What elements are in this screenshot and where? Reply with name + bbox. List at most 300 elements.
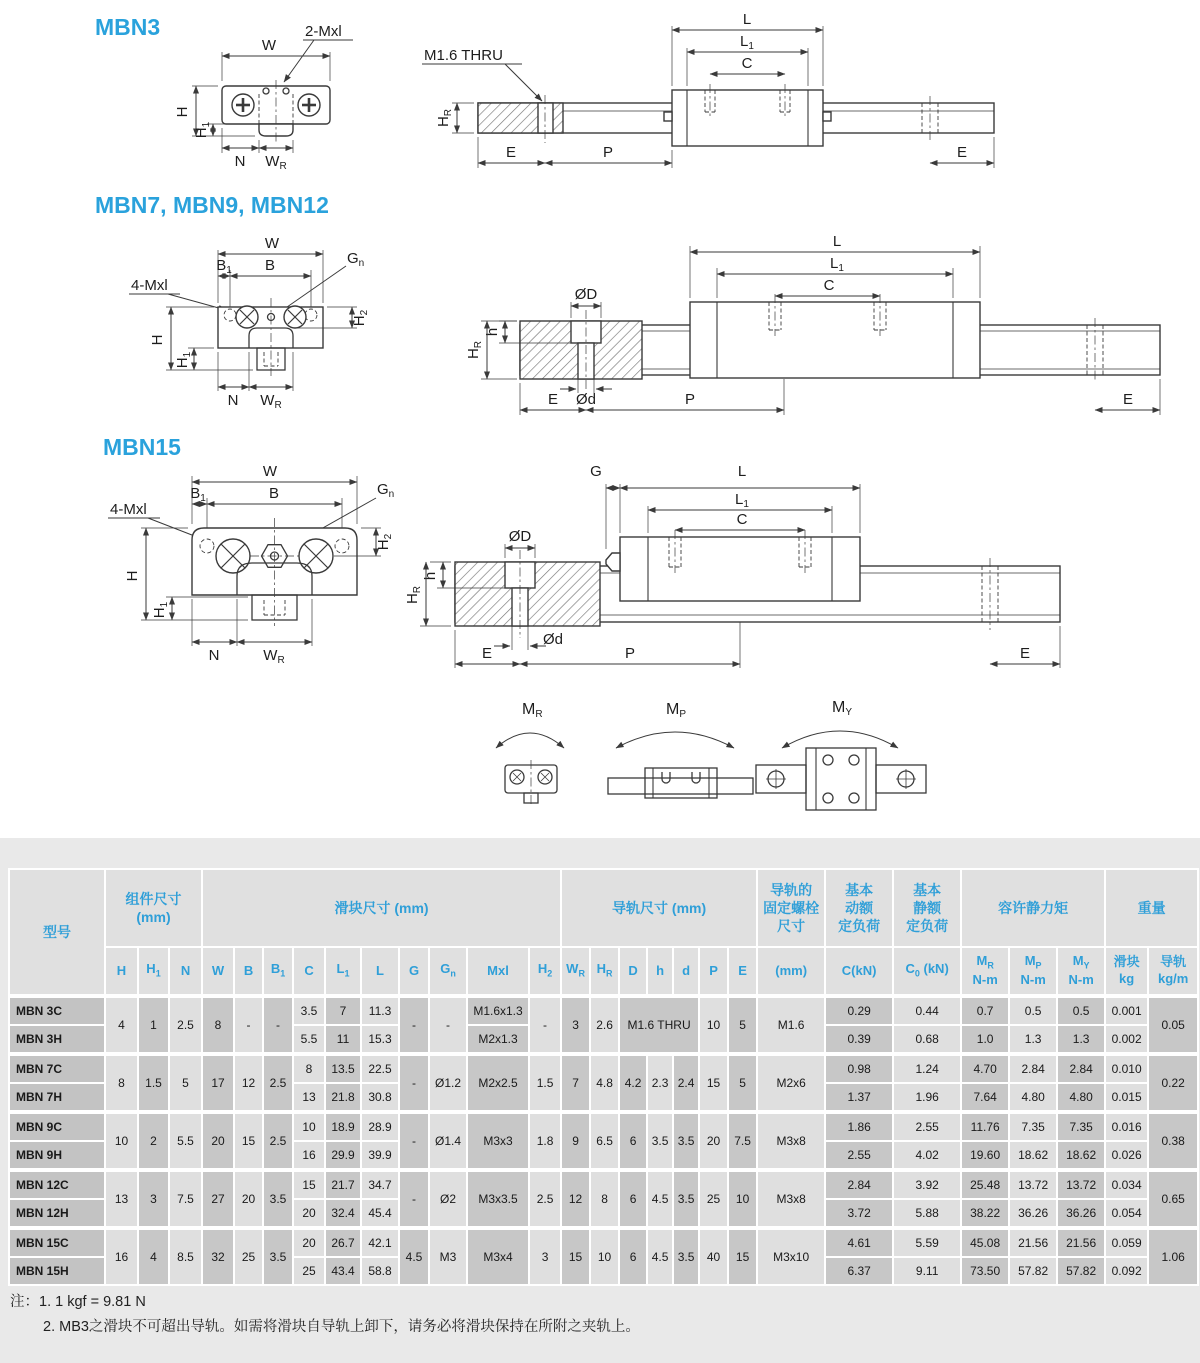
table-row — [9, 1054, 1198, 1083]
mbn15-cross-section-drawing — [108, 463, 394, 666]
td-H1: 2 — [138, 1112, 169, 1170]
td-kg: 0.016 — [1105, 1112, 1148, 1141]
td-H2: 3 — [529, 1228, 561, 1285]
subheader-D: D — [619, 947, 647, 996]
td-model: MBN 9C — [9, 1112, 105, 1141]
section-title-mbn3: MBN3 — [95, 14, 161, 40]
td-kgR: 0.22 — [1148, 1054, 1198, 1112]
td-Gn: - — [429, 996, 467, 1054]
td-kg: 0.054 — [1105, 1199, 1148, 1228]
dim-label-h: H — [149, 334, 166, 346]
td-kgR: 1.06 — [1148, 1228, 1198, 1285]
td-kg: 0.059 — [1105, 1228, 1148, 1257]
td-C0: 9.11 — [893, 1257, 961, 1285]
dim-label-c: C — [736, 511, 748, 528]
td-G: - — [399, 1170, 429, 1228]
td-H: 8 — [105, 1054, 138, 1112]
td-L1: 18.9 — [325, 1112, 361, 1141]
td-P: 10 — [699, 996, 728, 1054]
td-model: MBN 7C — [9, 1054, 105, 1083]
td-d: 3.5 — [673, 1228, 699, 1285]
header-model: 型号 — [9, 869, 105, 996]
dim-label-p: P — [684, 391, 696, 408]
table-row — [9, 1170, 1198, 1199]
td-Gn: Ø1.4 — [429, 1112, 467, 1170]
dim-label-h1: $H_1$ — [193, 121, 212, 139]
td-MY: 0.5 — [1057, 996, 1105, 1025]
td-h: 4.5 — [647, 1228, 673, 1285]
subheader-WR: $W_R$ — [561, 947, 590, 996]
td-L1: 29.9 — [325, 1141, 361, 1170]
td-MY: 13.72 — [1057, 1170, 1105, 1199]
td-Gn: Ø1.2 — [429, 1054, 467, 1112]
td-H1: 4 — [138, 1228, 169, 1285]
td-C: 10 — [293, 1112, 325, 1141]
td-C: 20 — [293, 1199, 325, 1228]
td-L1: 7 — [325, 996, 361, 1025]
mbn7-side-view-drawing — [465, 233, 1160, 415]
td-C0: 1.96 — [893, 1083, 961, 1112]
td-L1: 21.7 — [325, 1170, 361, 1199]
subheader-bolt-mm: (mm) — [757, 947, 825, 996]
td-C: 20 — [293, 1228, 325, 1257]
td-Mxl: M1.6x1.3 — [467, 996, 529, 1025]
dim-label-h: H — [174, 106, 191, 118]
td-H1: 1 — [138, 996, 169, 1054]
td-C: 15 — [293, 1170, 325, 1199]
td-C0: 0.68 — [893, 1025, 961, 1054]
td-L: 58.8 — [361, 1257, 399, 1285]
td-MP: 21.56 — [1009, 1228, 1057, 1257]
dim-label-4mxl: 4-Mxl — [110, 501, 147, 518]
td-P: 40 — [699, 1228, 728, 1285]
td-kgR: 0.65 — [1148, 1170, 1198, 1228]
td-MR: 4.70 — [961, 1054, 1009, 1083]
td-model: MBN 12C — [9, 1170, 105, 1199]
subheader-Mxl: Mxl — [467, 947, 529, 996]
td-HR: 4.8 — [590, 1054, 619, 1112]
dim-label-l1: $L_1$ — [735, 491, 749, 510]
td-CkN: 6.37 — [825, 1257, 893, 1285]
td-HR: 8 — [590, 1170, 619, 1228]
td-N: 5 — [169, 1054, 202, 1112]
mbn15-side-view-drawing — [404, 463, 1060, 668]
td-N: 7.5 — [169, 1170, 202, 1228]
td-B: 12 — [234, 1054, 263, 1112]
td-C0: 0.44 — [893, 996, 961, 1025]
td-MP: 7.35 — [1009, 1112, 1057, 1141]
header-bolt: 导轨的 固定螺栓 尺寸 — [757, 869, 825, 947]
td-L1: 32.4 — [325, 1199, 361, 1228]
dim-label-h: H — [124, 570, 141, 582]
td-MR: 45.08 — [961, 1228, 1009, 1257]
td-model: MBN 15C — [9, 1228, 105, 1257]
td-G: 4.5 — [399, 1228, 429, 1285]
td-h: 2.3 — [647, 1054, 673, 1112]
td-C: 8 — [293, 1054, 325, 1083]
td-B1: 3.5 — [263, 1170, 293, 1228]
td-W: 32 — [202, 1228, 234, 1285]
td-C: 25 — [293, 1257, 325, 1285]
subheader-L1: $L_1$ — [325, 947, 361, 996]
footnote-2: 2. MB3之滑块不可超出导轨。如需将滑块自导轨上卸下，请务必将滑块保持在所附之夹轨上。 — [43, 1318, 640, 1335]
td-CkN: 1.37 — [825, 1083, 893, 1112]
td-MY: 57.82 — [1057, 1257, 1105, 1285]
dim-label-m16thru: M1.6 THRU — [424, 47, 503, 64]
td-Mxl: M3x3.5 — [467, 1170, 529, 1228]
dim-label-e2: E — [1122, 391, 1134, 408]
subheader-B: B — [234, 947, 263, 996]
td-MP: 57.82 — [1009, 1257, 1057, 1285]
moment-label-mp: MP — [666, 701, 686, 720]
td-WR: 7 — [561, 1054, 590, 1112]
td-MR: 11.76 — [961, 1112, 1009, 1141]
td-H2: 2.5 — [529, 1170, 561, 1228]
header-block-dims: 滑块尺寸 (mm) — [202, 869, 561, 947]
td-model: MBN 3C — [9, 996, 105, 1025]
moment-label-my: MY — [832, 699, 852, 718]
td-kg: 0.015 — [1105, 1083, 1148, 1112]
td-model: MBN 9H — [9, 1141, 105, 1170]
dim-label-b1: $B_1$ — [216, 257, 232, 276]
td-H: 16 — [105, 1228, 138, 1285]
td-C0: 2.55 — [893, 1112, 961, 1141]
td-h: 4.5 — [647, 1170, 673, 1228]
td-WR: 9 — [561, 1112, 590, 1170]
table-row — [9, 1228, 1198, 1257]
table-row — [9, 1112, 1198, 1141]
subheader-B1: $B_1$ — [263, 947, 293, 996]
td-CkN: 2.84 — [825, 1170, 893, 1199]
td-E: 5 — [728, 1054, 757, 1112]
td-MY: 2.84 — [1057, 1054, 1105, 1083]
dim-label-l: L — [832, 233, 842, 250]
dim-label-n: N — [234, 153, 246, 170]
td-HR: 10 — [590, 1228, 619, 1285]
dim-label-g: G — [590, 463, 602, 480]
dim-label-e2: E — [1019, 645, 1031, 662]
td-MP: 18.62 — [1009, 1141, 1057, 1170]
td-C0: 1.24 — [893, 1054, 961, 1083]
td-B1: 2.5 — [263, 1112, 293, 1170]
spec-table — [8, 868, 1199, 1286]
td-WR: 3 — [561, 996, 590, 1054]
section-title-mbn7-9-12: MBN7, MBN9, MBN12 — [95, 192, 329, 218]
header-rail-dims: 导轨尺寸 (mm) — [561, 869, 757, 947]
td-L: 45.4 — [361, 1199, 399, 1228]
td-MY: 4.80 — [1057, 1083, 1105, 1112]
td-Mxl: M2x2.5 — [467, 1054, 529, 1112]
dim-label-w: W — [262, 463, 278, 480]
td-MP: 2.84 — [1009, 1054, 1057, 1083]
td-CkN: 2.55 — [825, 1141, 893, 1170]
td-G: - — [399, 996, 429, 1054]
dim-label-e: E — [481, 645, 493, 662]
header-assembly-dims: 组件尺寸 (mm) — [105, 869, 202, 947]
td-model: MBN 3H — [9, 1025, 105, 1054]
td-C0: 5.59 — [893, 1228, 961, 1257]
subheader-MY: $M_Y$ N-m — [1057, 947, 1105, 996]
td-E: 10 — [728, 1170, 757, 1228]
td-Dhd: M1.6 THRU — [619, 996, 699, 1054]
spec-table-zone — [0, 838, 1200, 1363]
table-row — [9, 996, 1198, 1025]
td-MY: 7.35 — [1057, 1112, 1105, 1141]
td-Gn: Ø2 — [429, 1170, 467, 1228]
subheader-H: H — [105, 947, 138, 996]
td-L: 39.9 — [361, 1141, 399, 1170]
td-model: MBN 15H — [9, 1257, 105, 1285]
td-CkN: 3.72 — [825, 1199, 893, 1228]
td-CkN: 0.98 — [825, 1054, 893, 1083]
header-static-moment: 容许静力矩 — [961, 869, 1105, 947]
td-C: 5.5 — [293, 1025, 325, 1054]
td-MR: 19.60 — [961, 1141, 1009, 1170]
dim-label-e: E — [547, 391, 559, 408]
header-dynamic-load: 基本 动额 定负荷 — [825, 869, 893, 947]
td-d: 3.5 — [673, 1112, 699, 1170]
td-E: 15 — [728, 1228, 757, 1285]
td-bolt: M3x8 — [757, 1170, 825, 1228]
td-L1: 21.8 — [325, 1083, 361, 1112]
dim-label-hole-h: h — [484, 327, 501, 337]
td-L: 28.9 — [361, 1112, 399, 1141]
td-Mxl: M2x1.3 — [467, 1025, 529, 1054]
subheader-W: W — [202, 947, 234, 996]
dim-label-l1: $L_1$ — [740, 33, 754, 52]
subheader-MP: $M_P$ N-m — [1009, 947, 1057, 996]
td-P: 20 — [699, 1112, 728, 1170]
dim-label-od-small: Ød — [575, 391, 597, 408]
td-d: 3.5 — [673, 1170, 699, 1228]
td-C: 3.5 — [293, 996, 325, 1025]
dim-label-wr: $W_R$ — [260, 392, 282, 411]
td-C0: 3.92 — [893, 1170, 961, 1199]
header-static-load: 基本 静额 定负荷 — [893, 869, 961, 947]
td-kgR: 0.05 — [1148, 996, 1198, 1054]
td-L: 30.8 — [361, 1083, 399, 1112]
td-MY: 1.3 — [1057, 1025, 1105, 1054]
td-D: 4.2 — [619, 1054, 647, 1112]
td-N: 2.5 — [169, 996, 202, 1054]
subheader-C: C — [293, 947, 325, 996]
td-L1: 11 — [325, 1025, 361, 1054]
td-d: 2.4 — [673, 1054, 699, 1112]
td-MR: 38.22 — [961, 1199, 1009, 1228]
td-WR: 12 — [561, 1170, 590, 1228]
td-MP: 0.5 — [1009, 996, 1057, 1025]
dim-label-e: E — [505, 144, 517, 161]
td-kg: 0.002 — [1105, 1025, 1148, 1054]
dim-label-h2: $H_2$ — [351, 309, 370, 327]
dim-label-n: N — [208, 647, 220, 664]
td-HR: 6.5 — [590, 1112, 619, 1170]
dim-label-2mxl: 2-Mxl — [305, 23, 342, 40]
td-kg: 0.010 — [1105, 1054, 1148, 1083]
mbn7-cross-section-drawing — [129, 235, 370, 411]
dim-label-l: L — [737, 463, 747, 480]
td-L1: 26.7 — [325, 1228, 361, 1257]
td-MP: 36.26 — [1009, 1199, 1057, 1228]
td-C0: 5.88 — [893, 1199, 961, 1228]
subheader-MR: $M_R$ N-m — [961, 947, 1009, 996]
td-C: 16 — [293, 1141, 325, 1170]
td-H1: 3 — [138, 1170, 169, 1228]
section-title-mbn15: MBN15 — [103, 434, 181, 460]
td-E: 7.5 — [728, 1112, 757, 1170]
dim-label-4mxl: 4-Mxl — [131, 277, 168, 294]
td-D: 6 — [619, 1170, 647, 1228]
subheader-C0kN: $C_0$ (kN) — [893, 947, 961, 996]
td-D: 6 — [619, 1112, 647, 1170]
td-h: 3.5 — [647, 1112, 673, 1170]
dim-label-c: C — [823, 277, 835, 294]
td-L: 22.5 — [361, 1054, 399, 1083]
td-MY: 21.56 — [1057, 1228, 1105, 1257]
td-L: 42.1 — [361, 1228, 399, 1257]
td-H2: 1.5 — [529, 1054, 561, 1112]
dim-label-b: B — [268, 485, 280, 502]
subheader-G: G — [399, 947, 429, 996]
td-W: 20 — [202, 1112, 234, 1170]
td-MR: 0.7 — [961, 996, 1009, 1025]
td-MR: 7.64 — [961, 1083, 1009, 1112]
td-L: 34.7 — [361, 1170, 399, 1199]
moment-diagram-mr — [496, 701, 564, 807]
dim-label-c: C — [741, 55, 753, 72]
dim-label-gn: $G_n$ — [377, 481, 395, 500]
dim-label-gn: $G_n$ — [347, 250, 365, 269]
subheader-kg-block: 滑块 kg — [1105, 947, 1148, 996]
td-bolt: M2x6 — [757, 1054, 825, 1112]
td-MY: 36.26 — [1057, 1199, 1105, 1228]
moment-label-mr: MR — [522, 701, 543, 720]
dim-label-b1: $B_1$ — [190, 485, 206, 504]
td-HR: 2.6 — [590, 996, 619, 1054]
footnotes — [10, 1290, 640, 1339]
dim-label-n: N — [227, 392, 239, 409]
td-B: 15 — [234, 1112, 263, 1170]
td-B: 20 — [234, 1170, 263, 1228]
dim-label-l: L — [742, 11, 752, 28]
dim-label-od-small: Ød — [543, 631, 564, 648]
td-Gn: M3 — [429, 1228, 467, 1285]
dim-label-h2: $H_2$ — [375, 533, 394, 551]
dim-label-b: B — [264, 257, 276, 274]
td-B1: 3.5 — [263, 1228, 293, 1285]
td-N: 5.5 — [169, 1112, 202, 1170]
dim-label-wr: $W_R$ — [263, 647, 285, 666]
header-weight: 重量 — [1105, 869, 1198, 947]
td-model: MBN 7H — [9, 1083, 105, 1112]
td-H: 13 — [105, 1170, 138, 1228]
td-H1: 1.5 — [138, 1054, 169, 1112]
td-CkN: 0.39 — [825, 1025, 893, 1054]
td-W: 8 — [202, 996, 234, 1054]
td-CkN: 4.61 — [825, 1228, 893, 1257]
subheader-P: P — [699, 947, 728, 996]
td-Mxl: M3x3 — [467, 1112, 529, 1170]
td-B: - — [234, 996, 263, 1054]
subheader-E: E — [728, 947, 757, 996]
dim-label-l1: $L_1$ — [830, 255, 844, 274]
td-E: 5 — [728, 996, 757, 1054]
td-P: 15 — [699, 1054, 728, 1112]
td-CkN: 1.86 — [825, 1112, 893, 1141]
td-B1: - — [263, 996, 293, 1054]
td-L1: 13.5 — [325, 1054, 361, 1083]
td-MP: 13.72 — [1009, 1170, 1057, 1199]
mbn3-side-view-drawing — [422, 11, 994, 168]
dim-label-wr: $W_R$ — [265, 153, 287, 172]
td-H: 10 — [105, 1112, 138, 1170]
footnote-1: 注：1. 1 kgf = 9.81 N — [10, 1294, 146, 1310]
td-P: 25 — [699, 1170, 728, 1228]
td-G: - — [399, 1112, 429, 1170]
td-MR: 1.0 — [961, 1025, 1009, 1054]
subheader-h: h — [647, 947, 673, 996]
subheader-HR: $H_R$ — [590, 947, 619, 996]
td-WR: 15 — [561, 1228, 590, 1285]
td-B: 25 — [234, 1228, 263, 1285]
dim-label-hole-h: h — [422, 571, 439, 581]
dim-label-w: W — [264, 235, 280, 252]
dim-label-hr: $H_R$ — [465, 340, 484, 360]
dim-label-w: W — [261, 37, 277, 54]
dim-label-h1: $H_1$ — [151, 601, 170, 619]
dim-label-hr: $H_R$ — [435, 108, 454, 128]
td-model: MBN 12H — [9, 1199, 105, 1228]
subheader-H2: $H_2$ — [529, 947, 561, 996]
subheader-N: N — [169, 947, 202, 996]
td-C: 13 — [293, 1083, 325, 1112]
td-N: 8.5 — [169, 1228, 202, 1285]
td-W: 27 — [202, 1170, 234, 1228]
td-L: 15.3 — [361, 1025, 399, 1054]
td-MP: 4.80 — [1009, 1083, 1057, 1112]
td-L: 11.3 — [361, 996, 399, 1025]
td-kg: 0.026 — [1105, 1141, 1148, 1170]
td-H2: - — [529, 996, 561, 1054]
subheader-kg-rail: 导轨 kg/m — [1148, 947, 1198, 996]
td-C0: 4.02 — [893, 1141, 961, 1170]
subheader-H1: $H_1$ — [138, 947, 169, 996]
td-G: - — [399, 1054, 429, 1112]
moment-diagram-my — [756, 699, 926, 810]
dim-label-od: ØD — [574, 286, 598, 303]
moment-diagram-mp — [608, 701, 753, 798]
td-D: 6 — [619, 1228, 647, 1285]
td-bolt: M3x8 — [757, 1112, 825, 1170]
td-MR: 73.50 — [961, 1257, 1009, 1285]
dim-label-h1: $H_1$ — [174, 351, 193, 369]
td-L1: 43.4 — [325, 1257, 361, 1285]
td-Mxl: M3x4 — [467, 1228, 529, 1285]
subheader-d: d — [673, 947, 699, 996]
dim-label-p: P — [602, 144, 614, 161]
td-B1: 2.5 — [263, 1054, 293, 1112]
mbn3-cross-section-drawing — [174, 23, 353, 172]
td-MY: 18.62 — [1057, 1141, 1105, 1170]
subheader-L: L — [361, 947, 399, 996]
td-bolt: M3x10 — [757, 1228, 825, 1285]
td-bolt: M1.6 — [757, 996, 825, 1054]
td-MR: 25.48 — [961, 1170, 1009, 1199]
dim-label-e2: E — [956, 144, 968, 161]
td-MP: 1.3 — [1009, 1025, 1057, 1054]
dim-label-hr: $H_R$ — [404, 585, 423, 605]
td-H2: 1.8 — [529, 1112, 561, 1170]
